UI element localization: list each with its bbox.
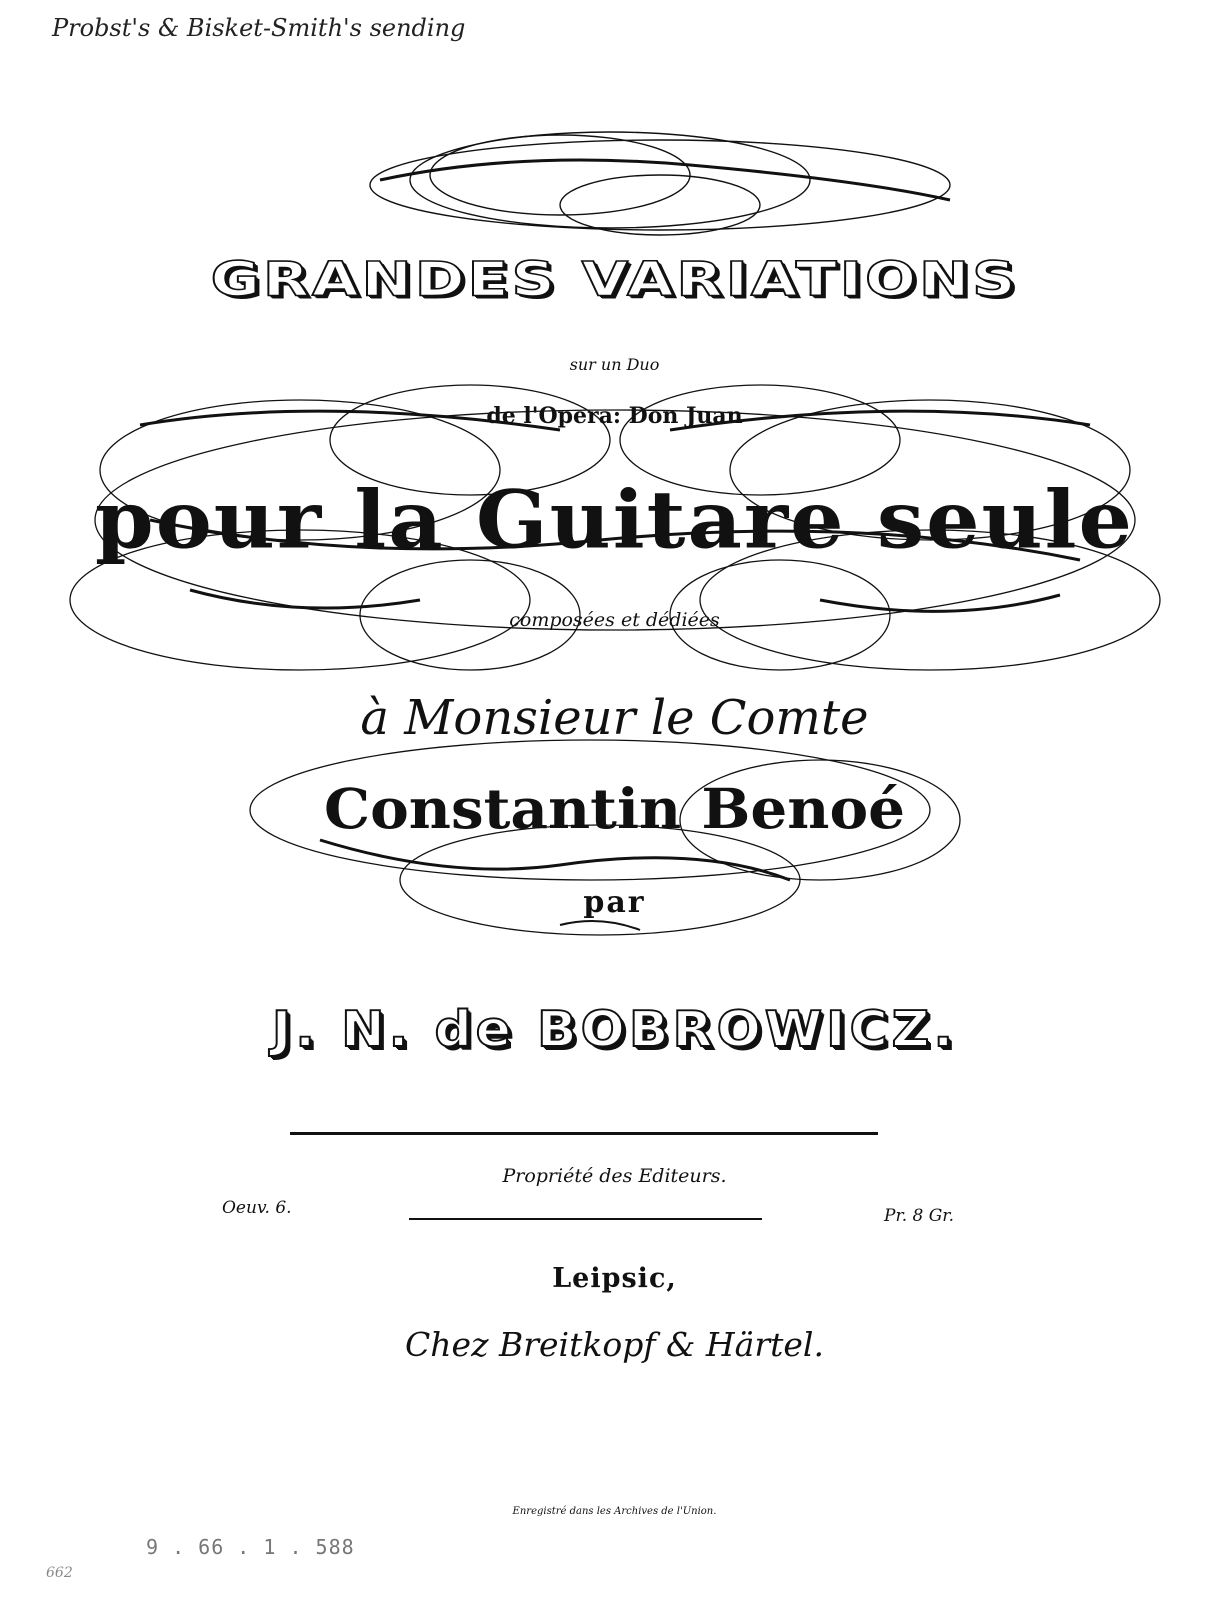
- rights-notice: Propriété des Editeurs.: [502, 1165, 727, 1187]
- margin-mark: 662: [46, 1565, 73, 1581]
- opus-number: Oeuv. 6.: [222, 1198, 292, 1218]
- catalog-stamp: 9 . 66 . 1 . 588: [146, 1535, 355, 1559]
- composer-name: J. N. de BOBROWICZ.: [271, 1001, 958, 1059]
- handwritten-note: Probst's & Bisket-Smith's sending: [52, 14, 466, 42]
- price: Pr. 8 Gr.: [884, 1206, 954, 1226]
- instrument-line: pour la Guitare seule: [95, 472, 1134, 567]
- par-label: par: [583, 885, 646, 920]
- subtitle-duo: sur un Duo: [569, 355, 660, 374]
- divider-rule: [290, 1132, 878, 1135]
- imprint-publisher: Chez Breitkopf & Härtel.: [405, 1325, 824, 1364]
- imprint-city: Leipsic,: [552, 1263, 677, 1294]
- subtitle-opera: de l'Opera: Don Juan: [486, 403, 743, 429]
- registration-notice: Enregistré dans les Archives de l'Union.: [512, 1506, 717, 1517]
- main-title: GRANDES VARIATIONS: [210, 252, 1019, 308]
- dedication-line: à Monsieur le Comte: [360, 690, 869, 746]
- top-flourish: [370, 132, 950, 235]
- dedicatee-name: Constantin Benoé: [323, 776, 906, 842]
- divider-rule-short: [409, 1218, 762, 1220]
- subtitle-composed: composées et dédiées: [509, 609, 720, 631]
